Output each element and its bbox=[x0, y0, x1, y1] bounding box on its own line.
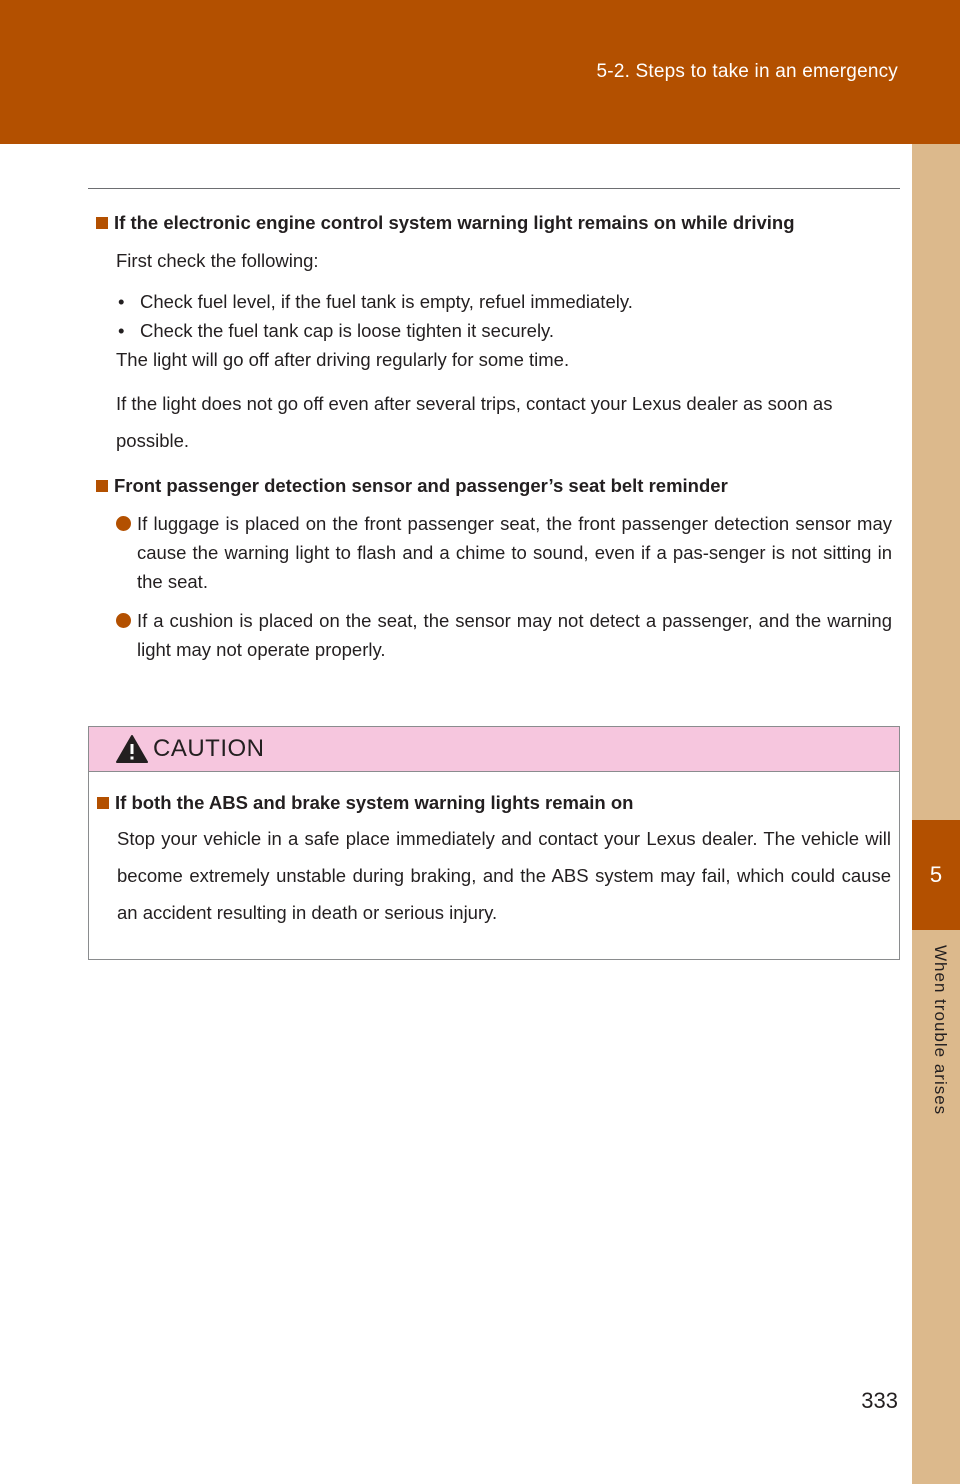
side-tab bbox=[912, 144, 960, 1484]
section-heading-text: Front passenger detection sensor and passenger’s seat belt reminder bbox=[114, 475, 728, 496]
circle-bullet-icon bbox=[116, 613, 131, 628]
bullet-icon: • bbox=[118, 320, 125, 341]
main-content bbox=[96, 208, 892, 664]
list-item-text: If luggage is placed on the front passenger seat, the front passenger detection sensor may cause the warning light to flash and a chime to sound, even if a pas-senger is not sitting in the seat. bbox=[137, 513, 892, 592]
paragraph: If the light does not go off even after several trips, contact your Lexus dealer as soon as possible. bbox=[116, 393, 833, 451]
section-heading bbox=[96, 471, 892, 501]
bullet-icon: • bbox=[118, 291, 125, 312]
caution-heading-text: If both the ABS and brake system warning lights remain on bbox=[115, 792, 634, 813]
chapter-title: When trouble arises bbox=[931, 945, 950, 1116]
section-heading bbox=[96, 208, 892, 238]
square-bullet-icon bbox=[96, 480, 108, 492]
square-bullet-icon bbox=[96, 217, 108, 229]
chapter-number: 5 bbox=[912, 820, 960, 930]
paragraph: First check the following: bbox=[116, 250, 319, 271]
caution-body bbox=[89, 772, 899, 931]
caution-heading bbox=[97, 788, 891, 818]
divider bbox=[88, 188, 900, 189]
page-number: 333 bbox=[861, 1388, 898, 1413]
caution-label: CAUTION bbox=[153, 735, 265, 762]
section-heading-text: If the electronic engine control system warning light remains on while driving bbox=[114, 212, 795, 233]
list-item bbox=[116, 316, 892, 345]
list-item-text: Check fuel level, if the fuel tank is empty, refuel immediately. bbox=[140, 291, 633, 312]
paragraph-text: The light will go off after driving regularly for some time. bbox=[116, 349, 570, 370]
caution-box bbox=[88, 726, 900, 960]
header-band bbox=[0, 0, 960, 144]
section-title: 5-2. Steps to take in an emergency bbox=[596, 61, 898, 82]
list-item-text: If a cushion is placed on the seat, the sensor may not detect a passenger, and the warning light may not operate properly. bbox=[137, 610, 892, 660]
paragraph bbox=[116, 345, 892, 374]
caution-text: Stop your vehicle in a safe place immediately and contact your Lexus dealer. The vehicle will become extremely unstable during braking, and the ABS system may fail, which could cause an accident resulting in death or serious injury. bbox=[117, 828, 891, 923]
warning-triangle-icon bbox=[115, 734, 149, 764]
list-item bbox=[116, 606, 892, 664]
square-bullet-icon bbox=[97, 797, 109, 809]
list-item bbox=[116, 509, 892, 596]
list-item bbox=[116, 287, 892, 316]
circle-bullet-icon bbox=[116, 516, 131, 531]
list-item-text: Check the fuel tank cap is loose tighten it securely. bbox=[140, 320, 555, 341]
caution-header bbox=[89, 727, 899, 772]
